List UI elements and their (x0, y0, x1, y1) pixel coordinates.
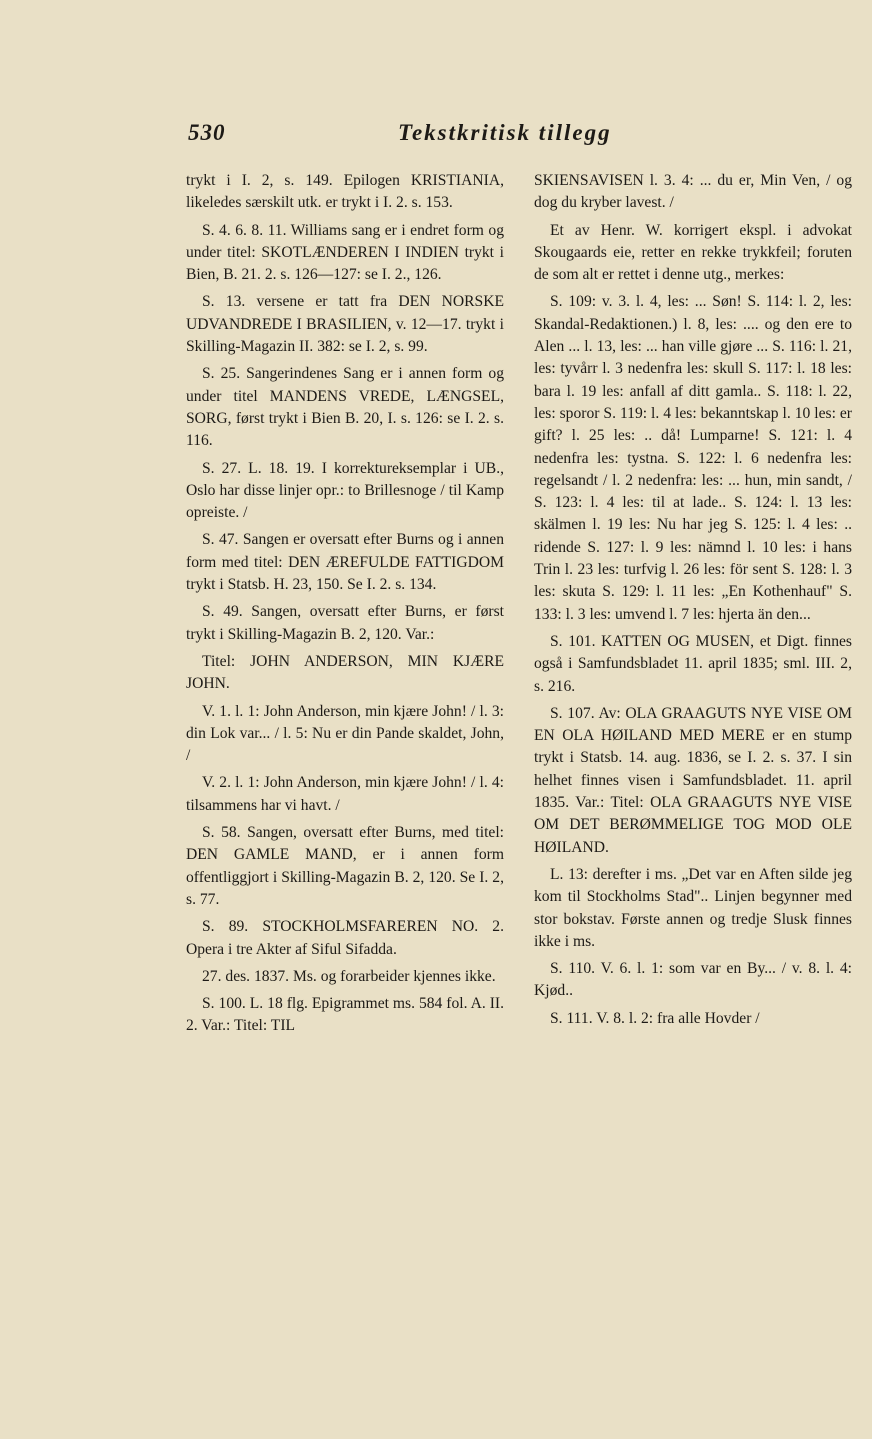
paragraph: S. 4. 6. 8. 11. Williams sang er i endret form og under titel: SKOTLÆNDEREN I INDIEN trykt i Bien, B. 21. 2. s. 126—127: se I. 2., 126. (186, 221, 504, 284)
paragraph: S. 49. Sangen, oversatt efter Burns, er først trykt i Skilling-Magazin B. 2, 120. Var.: (186, 603, 504, 643)
paragraph: S. 47. Sangen er oversatt efter Burns og i annen form med titel: DEN ÆREFULDE FATTIGDOM trykt i Statsb. H. 23, 150. Se I. 2. s. 134. (186, 531, 504, 594)
paragraph: S. 107. Av: OLA GRAAGUTS NYE VISE OM EN OLA HØILAND MED MERE er en stump trykt i Statsb. 14. aug. 1836, se I. 2. s. 37. I sin helhet finnes visen i Samfundsbladet. 11. april 1835. Var.: Titel: OLA GRAAGUTS NYE VISE OM DET BERØMMELIGE TOG MOD OLE HØILAND. (534, 704, 852, 856)
paragraph: S. 109: v. 3. l. 4, les: ... Søn! S. 114: l. 2, les: Skandal-Redaktionen.) l. 8, les: .... og den ere to Alen ... l. 13, les: ... han ville gjøre ... S. 116: l. 21, les: tyvårr l. 3 nedenfra les: skull S. 117: l. 18 les: bara l. 19 les: anfall af ditt gamla.. S. 118: l. 22, les: sporor S. 119: l. 4 les: bekanntskap l. 10 les: er gift? l. 25 les: .. då! Lumparne! S. 121: l. 4 nedenfra les: tystna. S. 122: l. 6 nedenfra les: regelsandt / l. 2 nedenfra: les: ... hun, min sandt, / S. 123: l. 4 les: til at lade.. S. 124: l. 13 les: skälmen l. 19 les: Nu har jeg S. 125: l. 4 les: .. ridende S. 127: l. 9 les: nämnd l. 10 les: i hans Trin l. 23 les: turfvig l. 26 les: för sent S. 128: l. 3 les: skuta S. 129: l. 11 les: „En Kothenhauf" S. 133: l. 3 les: umvend l. 7 les: hjerta än den... (534, 293, 852, 623)
paragraph: S. 89. STOCKHOLMSFAREREN NO. 2. Opera i tre Akter af Siful Sifadda. (186, 918, 504, 958)
paragraph: S. 111. V. 8. l. 2: fra alle Hovder / (550, 1009, 760, 1027)
paragraph: S. 13. versene er tatt fra DEN NORSKE UDVANDREDE I BRASILIEN, v. 12—17. trykt i Skilling-Magazin II. 382: se I. 2, s. 99. (186, 293, 504, 356)
right-column (534, 170, 852, 1035)
paragraph: V. 1. l. 1: John Anderson, min kjære John! / l. 3: din Lok var... / l. 5: Nu er din Pande skaldet, John, / (186, 702, 504, 765)
running-title: Tekstkritisk tillegg (398, 120, 612, 145)
paragraph: S. 100. L. 18 flg. Epigrammet ms. 584 fol. A. II. 2. Var.: Titel: TIL (186, 995, 504, 1035)
left-column (186, 170, 504, 1043)
paragraph: S. 58. Sangen, oversatt efter Burns, med titel: DEN GAMLE MAND, er i annen form offentliggjort i Skilling-Magazin B. 2, 120. Se I. 2, s. 77. (186, 824, 504, 908)
paragraph: S. 110. V. 6. l. 1: som var en By... / v. 8. l. 4: Kjød.. (534, 960, 852, 1000)
paragraph: V. 2. l. 1: John Anderson, min kjære John! / l. 4: tilsammens har vi havt. / (186, 774, 504, 814)
paragraph: Titel: JOHN ANDERSON, MIN KJÆRE JOHN. (186, 652, 504, 693)
paragraph: S. 25. Sangerindenes Sang er i annen form og under titel MANDENS VREDE, LÆNGSEL, SORG, først trykt i Bien B. 20, I. s. 126: se I. 2. s. 116. (186, 365, 504, 450)
paragraph: L. 13: derefter i ms. „Det var en Aften silde jeg kom til Stockholms Stad".. Linjen begynner med stor bokstav. Første annen og tredje Slusk finnes ikke i ms. (534, 865, 852, 950)
paragraph: trykt i I. 2, s. 149. Epilogen KRISTIANIA, likeledes særskilt utk. er trykt i I. 2. s. 153. (186, 172, 504, 212)
paragraph: Et av Henr. W. korrigert ekspl. i advokat Skougaards eie, retter en rekke trykkfeil; foruten de som alt er rettet i denne utg., merkes: (534, 221, 852, 284)
paragraph: SKIENSAVISEN l. 3. 4: ... du er, Min Ven, / og dog du kryber lavest. / (534, 172, 852, 212)
page-header (188, 120, 686, 150)
paragraph: 27. des. 1837. Ms. og forarbeider kjennes ikke. (202, 967, 496, 985)
paragraph: S. 101. KATTEN OG MUSEN, et Digt. finnes også i Samfundsbladet 11. april 1835; sml. III. 2, s. 216. (534, 632, 852, 695)
page-number: 530 (188, 120, 226, 145)
paragraph: S. 27. L. 18. 19. I korrektureksemplar i UB., Oslo har disse linjer opr.: to Brillesnoge / til Kamp opreiste. / (186, 459, 504, 522)
